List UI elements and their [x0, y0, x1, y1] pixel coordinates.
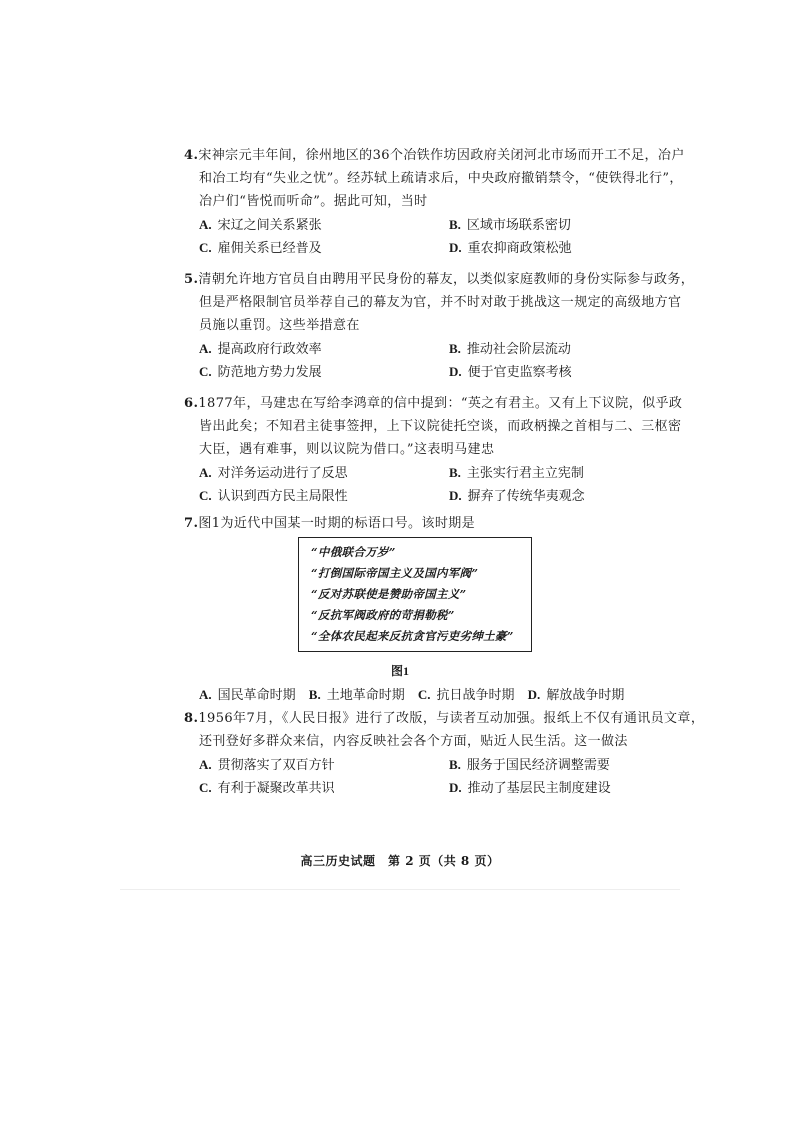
question-text: 1956年7月，《人民日报》进行了改版，与读者互动加强。报纸上不仅有通讯员文章，	[198, 711, 705, 726]
option-c[interactable]: C. 防范地方势力发展	[199, 364, 322, 380]
question-text: 但是严格限制官员举荐自己的幕友为官，并不时对敢于挑战这一规定的高级地方官	[199, 295, 682, 310]
option-row	[184, 213, 664, 236]
option-a[interactable]: A. 宋辽之间关系紧张	[199, 217, 322, 233]
question-text: 1877年，马建忠在写给李鸿章的信中提到：“英之有君主。又有上下议院，似乎政	[198, 396, 683, 411]
option-row	[184, 753, 664, 776]
option-row	[184, 236, 664, 259]
slogan-line: “中俄联合万岁”	[311, 545, 396, 559]
question-7	[184, 512, 664, 535]
slogan-line: “全体农民起来反抗贪官污吏劣绅土豪”	[311, 629, 514, 643]
question-text: 大臣，遇有难事，则以议院为借口。”这表明马建忠	[199, 442, 495, 457]
question-text: 皆出此矣；不知君主徒事签押，上下议院徒托空谈，而政柄操之首相与二、三枢密	[199, 419, 682, 434]
question-text: 和冶工均有“失业之忧”。经苏轼上疏请求后，中央政府撤销禁令，“使铁得北行”，	[199, 171, 683, 186]
option-a[interactable]: A. 对洋务运动进行了反思	[199, 465, 348, 481]
option-b[interactable]: B. 土地革命时期	[308, 687, 405, 703]
option-row	[184, 337, 664, 360]
slogan-line: “打倒国际帝国主义及国内军阀”	[311, 566, 479, 580]
question-7-options	[199, 685, 633, 706]
question-5	[184, 268, 695, 383]
question-number: 7.	[184, 516, 199, 531]
option-row	[184, 776, 664, 799]
option-d[interactable]: D. 便于官吏监察考核	[449, 364, 572, 380]
option-b[interactable]: B. 服务于国民经济调整需要	[449, 757, 610, 773]
question-text: 冶户们“皆悦而听命”。据此可知，当时	[199, 194, 428, 209]
option-row	[184, 461, 664, 484]
slogan-line: “反对苏联使是赞助帝国主义”	[311, 587, 467, 601]
option-c[interactable]: C. 认识到西方民主局限性	[199, 488, 348, 504]
option-d[interactable]: D. 摒弃了传统华夷观念	[449, 488, 585, 504]
option-b[interactable]: B. 推动社会阶层流动	[449, 341, 571, 357]
question-number: 6.	[184, 396, 199, 411]
figure-1-slogan-box	[298, 537, 532, 652]
option-a[interactable]: A. 贯彻落实了双百方针	[199, 757, 335, 773]
slogan-line: “反抗军阀政府的苛捐勒税”	[311, 608, 455, 622]
option-d[interactable]: D. 重农抑商政策松弛	[449, 240, 572, 256]
question-8	[184, 707, 705, 799]
option-c[interactable]: C. 有利于凝聚改革共识	[199, 780, 335, 796]
question-4	[184, 144, 685, 259]
option-c[interactable]: C. 雇佣关系已经普及	[199, 240, 322, 256]
option-a[interactable]: A. 国民革命时期	[199, 687, 296, 703]
option-b[interactable]: B. 区域市场联系密切	[449, 217, 571, 233]
question-number: 4.	[184, 148, 199, 163]
figure-caption: 图1	[390, 664, 409, 678]
question-text: 还刊登好多群众来信，内容反映社会各个方面，贴近人民生活。这一做法	[199, 734, 628, 749]
question-number: 8.	[184, 711, 199, 726]
option-row	[184, 360, 664, 383]
question-6	[184, 392, 683, 507]
option-d[interactable]: D. 解放战争时期	[527, 687, 625, 703]
option-a[interactable]: A. 提高政府行政效率	[199, 341, 322, 357]
option-c[interactable]: C. 抗日战争时期	[417, 687, 515, 703]
question-text: 宋神宗元丰年间，徐州地区的36个冶铁作坊因政府关闭河北市场而开工不足，冶户	[198, 148, 685, 163]
divider	[120, 889, 680, 890]
question-text: 清朝允许地方官员自由聘用平民身份的幕友，以类似家庭教师的身份实际参与政务，	[198, 272, 695, 287]
question-text: 图1为近代中国某一时期的标语口号。该时期是	[198, 516, 476, 531]
option-row	[184, 484, 664, 507]
question-number: 5.	[184, 272, 199, 287]
question-text: 员施以重罚。这些举措意在	[199, 318, 360, 333]
option-b[interactable]: B. 主张实行君主立宪制	[449, 465, 584, 481]
option-d[interactable]: D. 推动了基层民主制度建设	[449, 780, 611, 796]
page-footer: 高三历史试题 第 2 页（共 8 页）	[300, 854, 500, 868]
